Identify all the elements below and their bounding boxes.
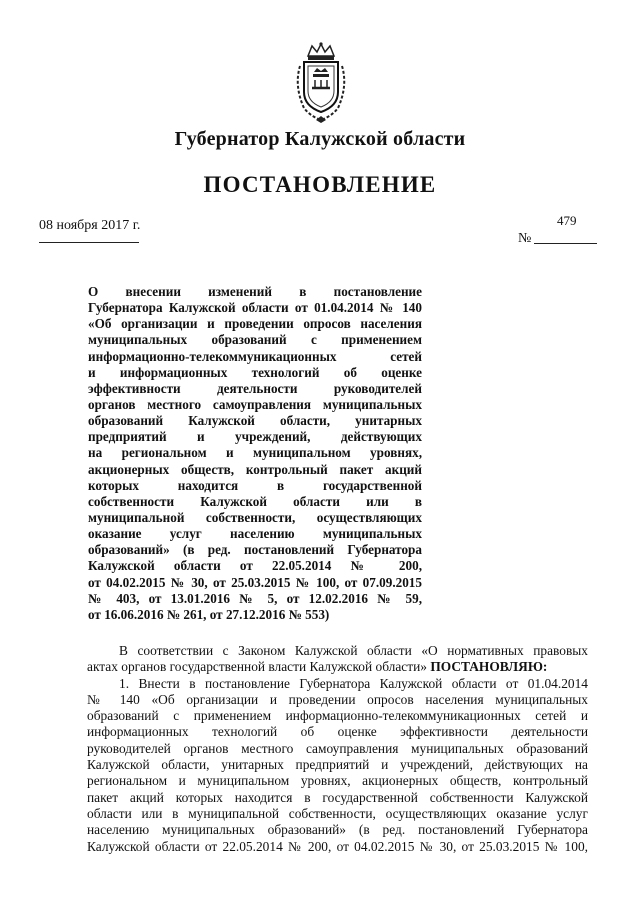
decree-heading [88,284,422,623]
coat-of-arms-icon [290,42,352,124]
heading-line: муниципальных образований с применением [88,332,422,348]
number-label: № [518,231,532,246]
governor-title: Губернатор Калужской области [174,128,466,150]
decree-date: 08 ноября 2017 г. [39,218,141,233]
body-line: региональном и муниципальном уровнях, акционерных обществ, контрольный [87,773,588,789]
body-line-text: актах органов государственной власти Калужской области» [87,659,427,675]
heading-line: Калужской области от 22.05.2014 № 200, [88,558,422,574]
heading-line: муниципальной собственности, осуществляющих [88,509,422,525]
heading-line: информационно-телекоммуникационных сетей [88,348,422,364]
document-type: ПОСТАНОВЛЕНИЕ [203,172,437,197]
body-line: информационных технологий об оценке эффективности деятельности [87,724,588,740]
decree-number: 479 [557,213,577,228]
heading-line: собственности Калужской области или в [88,493,422,509]
heading-line: которых находится в государственной [88,477,422,493]
heading-line: предприятий и учреждений, действующих [88,429,422,445]
body-line: № 140 «Об организации и проведении опросов населения муниципальных [87,691,588,707]
body-line: населению муниципальных образований» (в ред. постановлений Губернатора [87,822,588,838]
body-line: Калужской области, унитарных предприятий и учреждений, действующих на [87,757,588,773]
heading-line: органов местного самоуправления муниципальных [88,396,422,412]
heading-line: оказание услуг населению муниципальных [88,526,422,542]
heading-line: О внесении изменений в постановление [88,284,422,299]
body-line [87,659,588,675]
heading-line: образований» (в ред. постановлений Губернатора [88,542,422,558]
body-line: руководителей органов местного самоуправления муниципальных образований [87,740,588,756]
resolve-word: ПОСТАНОВЛЯЮ: [430,659,548,675]
number-underline [534,243,597,244]
decree-body [87,643,588,855]
heading-line: Губернатора Калужской области от 01.04.2014 № 140 [88,300,422,316]
heading-line: акционерных обществ, контрольный пакет акций [88,461,422,477]
body-line: Калужской области от 22.05.2014 № 200, от 04.02.2015 № 30, от 25.03.2015 № 100, [87,838,588,854]
heading-line: от 04.02.2015 № 30, от 25.03.2015 № 100, от 07.09.2015 [88,574,422,590]
heading-line: «Об организации и проведении опросов населения [88,316,422,332]
body-line: 1. Внести в постановление Губернатора Калужской области от 01.04.2014 [119,675,588,691]
heading-line: на региональном и муниципальном уровнях, [88,445,422,461]
heading-line: № 403, от 13.01.2016 № 5, от 12.02.2016 № 59, [88,590,422,606]
heading-line: от 16.06.2016 № 261, от 27.12.2016 № 553) [88,606,330,622]
body-line: В соответствии с Законом Калужской области «О нормативных правовых [119,643,588,658]
body-line: пакет акций которых находится в государственной собственности Калужской [87,789,588,805]
heading-line: эффективности деятельности руководителей [88,380,422,396]
heading-line: образований Калужской области, унитарных [88,413,422,429]
heading-line: и информационных технологий об оценке [88,364,422,380]
body-line: области или в муниципальной собственности, осуществляющих оказание услуг [87,805,588,821]
body-line: образований с применением информационно-телекоммуникационных сетей и [87,708,588,724]
date-underline [39,242,139,243]
